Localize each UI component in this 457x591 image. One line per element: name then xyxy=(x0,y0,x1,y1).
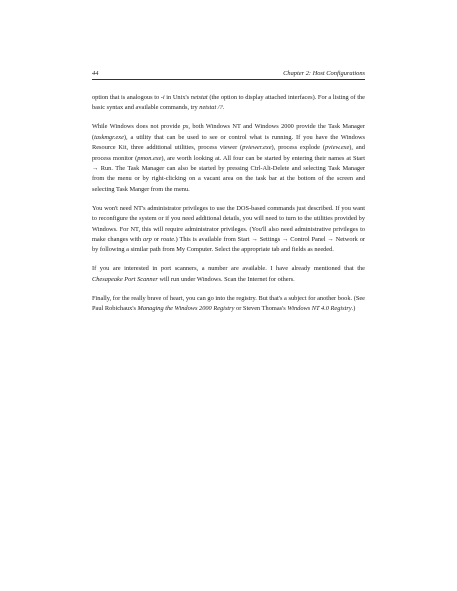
italic-term: taskmgr.exe xyxy=(94,133,124,141)
italic-term: pviewer.exe xyxy=(242,144,272,152)
chapter-title: Chapter 2: Host Configurations xyxy=(283,70,365,77)
paragraph xyxy=(92,264,365,285)
text-run: ), process explode ( xyxy=(271,144,325,152)
italic-term: -i xyxy=(160,94,165,101)
text-run: will run under Windows. Scan the Internet for others. xyxy=(157,275,295,283)
italic-term: Chesapeake Port Scanner xyxy=(92,275,158,283)
italic-term: arp xyxy=(143,236,152,244)
text-run: If you are interested in port scanners, a number are available. I have already mentioned that the xyxy=(92,265,365,273)
italic-term: netstat xyxy=(190,94,208,101)
italic-term: pview.exe xyxy=(324,144,350,152)
text-run: (the option to display attached interfaces). For a listing of the basic syntax and available commands, try xyxy=(92,94,365,112)
italic-term: pmon.exe xyxy=(137,154,162,162)
text-run: or xyxy=(151,236,161,244)
paragraph xyxy=(92,122,365,195)
text-run: ), a utility that can be used to see or control what is running. If you have the Windows Resource Kit, three additional utilities, process viewer ( xyxy=(92,133,365,152)
paragraph xyxy=(92,294,365,315)
text-run: option that is analogous to xyxy=(92,94,161,101)
text-run: , both Windows NT and Windows 2000 provide the Task Manager ( xyxy=(92,123,365,141)
text-run: ), and process monitor ( xyxy=(92,144,365,162)
text-run: While Windows does not provide xyxy=(92,123,183,131)
italic-term: Windows NT 4.0 Registry xyxy=(287,305,352,313)
text-run: in Unix's xyxy=(164,94,191,101)
text-run: Finally, for the really brave of heart, you can go into the registry. But that's a subject for another book. (See Paul Robichaux's xyxy=(92,294,365,313)
paragraph xyxy=(92,93,365,114)
page-number: 44 xyxy=(92,70,99,77)
italic-term: Managing the Windows 2000 Registry xyxy=(137,305,235,313)
body-text xyxy=(92,93,365,315)
text-run: . xyxy=(222,104,225,112)
running-head xyxy=(92,70,365,80)
italic-term: ps xyxy=(182,123,189,131)
italic-term: route xyxy=(160,236,175,244)
paragraph xyxy=(92,204,365,256)
text-run: You won't need NT's administrator privileges to use the DOS-based commands just described. If you want to reconfigure the system or if you need additional details, you will need to turn to the utilities provided by Windows. For NT, this will require administrator privileges. (You'll also need administrative privileges to make changes with xyxy=(92,204,365,244)
text-run: .) xyxy=(351,305,356,313)
text-run: or Steven Thomas's xyxy=(234,305,288,313)
book-page xyxy=(92,70,365,323)
text-run: .) This is available from Start → Settings → Control Panel → Network or by following a similar path from My Computer. Select the appropriate tab and fields as needed. xyxy=(92,236,365,254)
text-run: ), are worth looking at. All four can be started by entering their names at Start → Run. The Task Manager can also be started by pressing Ctrl-Alt-Delete and selecting Task Manager from the menu or by right-clicking on a vacant area on the task bar at the bottom of the screen and selecting Task Manger from the menu. xyxy=(92,154,365,193)
italic-term: netstat /? xyxy=(199,104,223,112)
